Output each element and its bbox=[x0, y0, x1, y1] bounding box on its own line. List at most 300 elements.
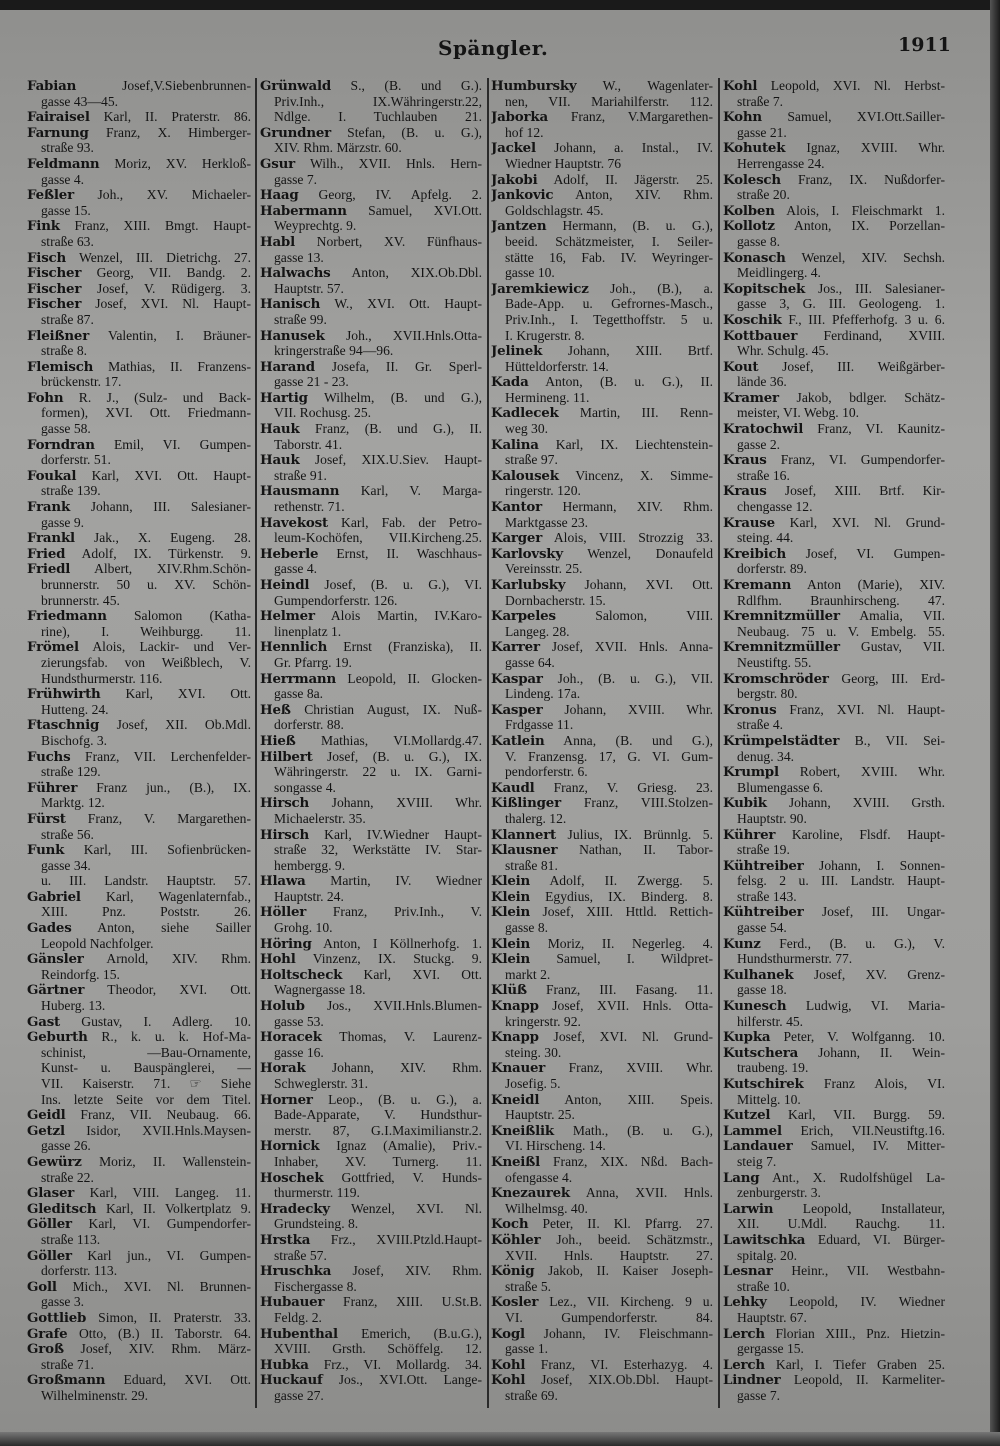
directory-entry-continuation bbox=[491, 811, 713, 827]
entry-text: Josef, XIII. Httld. Rettich- bbox=[542, 904, 713, 920]
entry-text: ringerstr. 120. bbox=[505, 483, 581, 499]
entry-text: Josef, XIX.Ob.Dbl. Haupt- bbox=[541, 1372, 713, 1388]
entry-text: Ferdinand, XVIII. bbox=[823, 327, 945, 343]
directory-entry-continuation bbox=[260, 1341, 482, 1357]
entry-name: Krumpl bbox=[723, 764, 779, 780]
entry-text: gasse 10. bbox=[505, 265, 555, 281]
directory-entry-continuation bbox=[491, 1107, 713, 1123]
entry-text: gasse 34. bbox=[41, 857, 91, 873]
directory-entry bbox=[260, 733, 482, 749]
entry-text: Thomas, V. Laurenz- bbox=[339, 1029, 482, 1045]
directory-entry-continuation bbox=[27, 1263, 251, 1279]
entry-name: Habermann bbox=[260, 202, 347, 219]
entry-name: Lindner bbox=[723, 1372, 781, 1388]
entry-text: Karl, V. Marga- bbox=[360, 483, 482, 499]
entry-text: Rdlfhm. Braunhirscheng. 47. bbox=[737, 592, 945, 608]
entry-text: Franz, XIII. U.St.B. bbox=[343, 1294, 482, 1310]
entry-name: Klein bbox=[491, 873, 531, 889]
entry-text: Josef, XV. Grenz- bbox=[813, 966, 945, 982]
entry-name: Kolben bbox=[723, 202, 775, 219]
directory-entry-continuation bbox=[723, 405, 945, 421]
entry-name: Kout bbox=[723, 358, 759, 375]
entry-name: Hruschka bbox=[260, 1263, 332, 1279]
entry-text: Wilhelm, (B. und G.), bbox=[323, 389, 482, 405]
entry-text: Wilh., XVII. Hnls. Hern- bbox=[309, 155, 482, 171]
entry-text: Franz, VI. Gumpendorfer- bbox=[780, 452, 945, 468]
directory-entry-continuation bbox=[723, 624, 945, 640]
entry-name: Karrer bbox=[491, 639, 540, 655]
entry-text: Vincenz, X. Simme- bbox=[575, 467, 713, 483]
entry-text: Jos., III. Salesianer- bbox=[818, 280, 945, 296]
entry-text: rine), I. Weihburgg. 11. bbox=[41, 623, 251, 639]
directory-entry bbox=[27, 530, 251, 546]
entry-text: straße 57. bbox=[274, 1247, 327, 1263]
entry-text: F., III. Pfefferhofg. 3 u. 6. bbox=[788, 311, 945, 327]
directory-entry bbox=[723, 1045, 945, 1061]
entry-name: Jelinek bbox=[491, 343, 543, 359]
directory-entry bbox=[723, 312, 945, 328]
entry-text: denug. 34. bbox=[737, 748, 795, 764]
entry-text: Mathias, II. Franzens- bbox=[108, 358, 251, 374]
entry-name: Kratochwil bbox=[723, 421, 804, 437]
directory-entry bbox=[723, 515, 945, 531]
directory-entry-continuation bbox=[27, 94, 251, 110]
directory-entry-continuation bbox=[260, 842, 482, 858]
entry-text: Franz, V. Griesg. 23. bbox=[553, 779, 713, 795]
entry-text: Franz, Priv.Inh., V. bbox=[332, 904, 482, 920]
directory-entry-continuation bbox=[491, 967, 713, 983]
directory-entry-continuation bbox=[27, 421, 251, 437]
directory-entry bbox=[723, 390, 945, 406]
entry-name: Jackel bbox=[491, 140, 536, 156]
entry-text: Karl, II. Praterstr. 86. bbox=[103, 109, 251, 125]
entry-text: Anton, XIV. Rhm. bbox=[575, 187, 713, 203]
directory-entry bbox=[27, 842, 251, 858]
entry-text: linenplatz 1. bbox=[274, 623, 342, 639]
directory-entry bbox=[491, 405, 713, 421]
entry-name: Habl bbox=[260, 233, 295, 250]
directory-entry bbox=[723, 281, 945, 297]
entry-text: B., VII. Sei- bbox=[854, 732, 945, 748]
directory-entry-continuation bbox=[723, 920, 945, 936]
entry-text: Josef, XVI. Nl. Grund- bbox=[553, 1029, 713, 1045]
entry-text: VII. Rochusg. 25. bbox=[274, 405, 372, 421]
entry-name: Goll bbox=[27, 1278, 57, 1295]
entry-text: zenburgerstr. 3. bbox=[737, 1185, 821, 1201]
entry-text: Leopold, Installateur, bbox=[802, 1200, 945, 1216]
entry-name: Kohn bbox=[723, 109, 762, 125]
directory-entry-continuation bbox=[260, 1216, 482, 1232]
directory-column-4 bbox=[723, 78, 945, 1403]
entry-name: Jaborka bbox=[491, 109, 548, 125]
entry-text: W., XVI. Ott. Haupt- bbox=[334, 296, 482, 312]
entry-text: brunnerstr. 50 u. XV. Schön- bbox=[41, 577, 251, 592]
directory-entry bbox=[491, 468, 713, 484]
entry-text: VI. Gumpendorferstr. 84. bbox=[505, 1309, 713, 1325]
entry-text: Amalia, VII. bbox=[859, 608, 945, 624]
entry-name: Klausner bbox=[491, 842, 558, 858]
directory-entry bbox=[723, 1029, 945, 1045]
entry-name: Kremnitzmüller bbox=[723, 639, 840, 655]
entry-name: Geburth bbox=[27, 1029, 88, 1045]
directory-entry bbox=[27, 780, 251, 796]
entry-text: Alois, VIII. Strozzig 33. bbox=[553, 530, 713, 546]
directory-entry-continuation bbox=[260, 1388, 482, 1404]
directory-entry bbox=[27, 1341, 251, 1357]
entry-text: Hauptstr. 57. bbox=[274, 280, 344, 296]
directory-entry bbox=[491, 1029, 713, 1045]
directory-entry bbox=[260, 639, 482, 655]
entry-text: Georg, IV. Apfelg. 2. bbox=[318, 187, 482, 203]
entry-text: Mich., XVI. Nl. Brunnen- bbox=[72, 1278, 251, 1294]
entry-text: Adolf, IX. Türkenstr. 9. bbox=[81, 545, 251, 561]
directory-entry bbox=[260, 390, 482, 406]
entry-name: Horner bbox=[260, 1091, 313, 1108]
entry-name: Gabriel bbox=[27, 888, 81, 905]
entry-text: Eduard, XVI. Ott. bbox=[123, 1372, 251, 1388]
entry-text: Christian August, IX. Nuß- bbox=[304, 701, 482, 717]
entry-name: Kasper bbox=[491, 701, 543, 718]
directory-entry bbox=[491, 639, 713, 655]
directory-entry bbox=[27, 1154, 251, 1170]
entry-name: Karpeles bbox=[491, 608, 556, 624]
directory-entry bbox=[260, 671, 482, 687]
entry-text: pendorferstr. 6. bbox=[505, 764, 588, 780]
directory-entry bbox=[491, 78, 713, 94]
directory-entry bbox=[723, 250, 945, 266]
entry-text: Anton, siehe Sailler bbox=[97, 920, 251, 936]
entry-name: Holub bbox=[260, 998, 305, 1014]
entry-name: Kutschera bbox=[723, 1044, 799, 1061]
entry-name: Höring bbox=[260, 935, 312, 952]
entry-name: Helmer bbox=[260, 608, 315, 624]
entry-text: V. Franzensg. 17, G. VI. Gum- bbox=[505, 748, 713, 764]
entry-name: Getzl bbox=[27, 1122, 65, 1139]
column-divider bbox=[718, 78, 720, 1408]
directory-entry-continuation bbox=[27, 967, 251, 983]
entry-name: Gades bbox=[27, 920, 72, 936]
entry-text: gasse 64. bbox=[505, 654, 555, 670]
directory-entry-continuation bbox=[27, 515, 251, 531]
entry-text: Joh., beeid. Schätzmstr., bbox=[556, 1231, 713, 1247]
entry-text: Wagnergasse 18. bbox=[274, 982, 366, 998]
directory-entry-continuation bbox=[723, 296, 945, 312]
directory-entry-continuation bbox=[260, 1123, 482, 1139]
directory-entry-continuation bbox=[491, 483, 713, 499]
entry-text: Josefig. 5. bbox=[505, 1076, 561, 1091]
entry-text: Franz, VIII.Stolzen- bbox=[583, 795, 713, 811]
entry-name: Fischer bbox=[27, 296, 82, 312]
directory-entry-continuation bbox=[260, 561, 482, 577]
entry-name: Fink bbox=[27, 218, 60, 234]
entry-text: beeid. Schätzmeister, I. Seiler- bbox=[505, 233, 713, 249]
entry-text: Valentin, I. Bräuner- bbox=[108, 327, 251, 343]
directory-entry-continuation bbox=[260, 858, 482, 874]
entry-name: Kadlecek bbox=[491, 405, 559, 422]
directory-entry-continuation bbox=[27, 764, 251, 780]
directory-entry bbox=[27, 109, 251, 125]
directory-entry-continuation bbox=[491, 125, 713, 141]
directory-entry bbox=[27, 686, 251, 702]
entry-text: Moriz, II. Negerleg. 4. bbox=[547, 935, 713, 951]
directory-entry bbox=[491, 109, 713, 125]
directory-entry bbox=[491, 733, 713, 749]
entry-text: formen), XVI. Ott. Friedmann- bbox=[41, 405, 251, 421]
entry-name: Hanusek bbox=[260, 327, 325, 344]
directory-entry-continuation bbox=[491, 390, 713, 406]
directory-entry bbox=[491, 936, 713, 952]
directory-entry bbox=[27, 749, 251, 765]
entry-text: Heinr., VII. Westbahn- bbox=[791, 1263, 945, 1279]
directory-entry bbox=[723, 733, 945, 749]
entry-text: thurmerstr. 119. bbox=[274, 1185, 360, 1201]
directory-entry-continuation bbox=[723, 749, 945, 765]
entry-text: Johann, a. Instal., IV. bbox=[554, 140, 713, 156]
entry-text: Wilhelminenstr. 29. bbox=[41, 1387, 149, 1403]
entry-name: Klein bbox=[491, 935, 531, 952]
entry-name: Groß bbox=[27, 1341, 64, 1357]
entry-text: Neustiftg. 55. bbox=[737, 654, 812, 670]
entry-name: Göller bbox=[27, 1216, 72, 1232]
column-divider bbox=[255, 78, 257, 1408]
directory-entry bbox=[723, 1294, 945, 1310]
directory-entry-continuation bbox=[491, 1341, 713, 1357]
directory-entry bbox=[260, 125, 482, 141]
directory-entry bbox=[27, 156, 251, 172]
entry-text: brunnerstr. 45. bbox=[41, 592, 120, 608]
entry-text: gasse 3. bbox=[41, 1294, 85, 1310]
entry-name: Heindl bbox=[260, 577, 310, 593]
entry-text: Leop., (B. u. G.), a. bbox=[328, 1091, 482, 1107]
directory-entry-continuation bbox=[27, 172, 251, 188]
directory-entry-continuation bbox=[491, 593, 713, 609]
entry-text: Samuel, IV. Mitter- bbox=[810, 1138, 945, 1154]
entry-text: ofengasse 4. bbox=[505, 1169, 573, 1185]
directory-entry bbox=[27, 639, 251, 655]
entry-text: straße 63. bbox=[41, 233, 94, 249]
entry-name: Hauk bbox=[260, 421, 300, 437]
entry-name: Gewürz bbox=[27, 1153, 82, 1170]
entry-text: Josef, XIV. Rhm. März- bbox=[80, 1341, 251, 1357]
directory-entry bbox=[27, 1326, 251, 1342]
entry-text: gasse 54. bbox=[737, 920, 787, 936]
entry-text: bergstr. 80. bbox=[737, 686, 798, 702]
directory-entry bbox=[491, 827, 713, 843]
entry-name: Krause bbox=[723, 514, 775, 531]
entry-text: straße 93. bbox=[41, 140, 94, 156]
entry-name: Kremann bbox=[723, 577, 792, 593]
directory-entry bbox=[491, 904, 713, 920]
entry-name: Glaser bbox=[27, 1185, 75, 1201]
directory-entry-continuation bbox=[260, 530, 482, 546]
entry-name: Geidl bbox=[27, 1107, 66, 1123]
directory-entry-continuation bbox=[723, 1154, 945, 1170]
entry-text: gasse 7. bbox=[737, 1387, 781, 1403]
entry-text: Karl, III. Sofienbrücken- bbox=[83, 842, 251, 858]
entry-text: weg 30. bbox=[505, 421, 549, 437]
entry-text: Ludwig, VI. Maria- bbox=[805, 998, 945, 1014]
directory-entry-continuation bbox=[27, 873, 251, 889]
entry-text: straße 69. bbox=[505, 1387, 558, 1403]
entry-text: Franz, X. Himberger- bbox=[105, 124, 251, 140]
entry-text: Josef, XVI. Nl. Haupt- bbox=[95, 296, 251, 312]
entry-text: gasse 18. bbox=[737, 982, 787, 998]
entry-text: Anton, I Köllnerhofg. 1. bbox=[323, 935, 482, 951]
entry-text: Hütteldorferstr. 14. bbox=[505, 358, 609, 374]
entry-name: Haag bbox=[260, 187, 299, 203]
directory-entry bbox=[723, 140, 945, 156]
entry-name: Huckauf bbox=[260, 1372, 323, 1388]
directory-entry-continuation bbox=[491, 359, 713, 375]
directory-entry bbox=[491, 499, 713, 515]
entry-text: Josef, III. Ungar- bbox=[821, 904, 945, 920]
entry-name: Hornick bbox=[260, 1138, 320, 1154]
entry-text: XIV. Rhm. Märzstr. 60. bbox=[274, 140, 402, 156]
entry-text: Franz, XVI. Nl. Haupt- bbox=[789, 701, 945, 717]
entry-text: straße 87. bbox=[41, 311, 94, 327]
entry-text: Florian XIII., Pnz. Hietzin- bbox=[775, 1325, 945, 1341]
entry-name: Friedl bbox=[27, 561, 71, 577]
directory-entry bbox=[723, 78, 945, 94]
entry-name: Koschik bbox=[723, 311, 782, 328]
entry-text: Bade-App. u. Gefrornes-Masch., bbox=[505, 296, 713, 312]
entry-text: gasse 4. bbox=[274, 561, 318, 577]
entry-name: Kutzel bbox=[723, 1107, 771, 1123]
directory-entry-continuation bbox=[27, 1170, 251, 1186]
directory-entry bbox=[260, 702, 482, 718]
directory-entry bbox=[723, 1326, 945, 1342]
directory-entry bbox=[723, 546, 945, 562]
entry-name: Hanisch bbox=[260, 296, 321, 312]
entry-text: Emil, VI. Gumpen- bbox=[113, 436, 251, 452]
entry-name: Lang bbox=[723, 1169, 760, 1186]
entry-name: Ftaschnig bbox=[27, 717, 100, 733]
directory-entry-continuation bbox=[491, 203, 713, 219]
directory-entry-continuation bbox=[723, 889, 945, 905]
directory-entry bbox=[260, 156, 482, 172]
directory-entry-continuation bbox=[27, 1232, 251, 1248]
entry-name: Höller bbox=[260, 904, 307, 921]
entry-name: Jaremkiewicz bbox=[491, 280, 589, 297]
entry-text: Johann, XVIII. Whr. bbox=[331, 795, 482, 811]
directory-entry bbox=[27, 811, 251, 827]
entry-text: XVII. Hnls. Hauptstr. 27. bbox=[505, 1247, 713, 1263]
entry-name: Fuchs bbox=[27, 748, 71, 765]
entry-text: VI. Hirscheng. 14. bbox=[505, 1138, 606, 1154]
directory-entry bbox=[27, 499, 251, 515]
entry-text: XII. U.Mdl. Rauchg. 11. bbox=[737, 1216, 945, 1232]
directory-entry-continuation bbox=[723, 125, 945, 141]
directory-entry bbox=[491, 889, 713, 905]
directory-entry-continuation bbox=[491, 265, 713, 281]
directory-entry bbox=[491, 1294, 713, 1310]
entry-text: Taborstr. 41. bbox=[274, 436, 343, 452]
entry-text: Emerich, (B.u.G.), bbox=[361, 1325, 482, 1341]
entry-text: Josef, XIII. Brtf. Kir- bbox=[784, 483, 945, 499]
entry-text: Reindorfg. 15. bbox=[41, 966, 120, 982]
entry-name: Kaspar bbox=[491, 670, 543, 687]
entry-text: Lindeng. 17a. bbox=[505, 686, 581, 702]
entry-text: Karl, IX. Liechtenstein- bbox=[555, 436, 713, 452]
entry-name: Großmann bbox=[27, 1372, 106, 1388]
entry-text: Franz jun., (B.), IX. bbox=[96, 779, 251, 795]
entry-text: Josef,V.Siebenbrunnen- bbox=[122, 78, 251, 93]
entry-text: straße 143. bbox=[737, 888, 797, 904]
entry-name: Gänsler bbox=[27, 951, 84, 967]
directory-entry-continuation bbox=[491, 1014, 713, 1030]
entry-text: Joh., (B.), a. bbox=[610, 280, 713, 296]
directory-entry bbox=[260, 795, 482, 811]
entry-text: Samuel, I. Wildpret- bbox=[556, 951, 713, 967]
entry-text: traubeng. 19. bbox=[737, 1060, 809, 1076]
entry-text: Leopold, IV. Wiedner bbox=[789, 1294, 945, 1310]
entry-name: Gsur bbox=[260, 155, 295, 172]
entry-text: S., (B. und G.). bbox=[350, 78, 482, 93]
directory-entry bbox=[723, 904, 945, 920]
entry-text: straße 7. bbox=[737, 93, 784, 109]
entry-name: Kronus bbox=[723, 701, 777, 718]
directory-entry bbox=[260, 546, 482, 562]
entry-text: markt 2. bbox=[505, 966, 551, 982]
entry-text: lände 36. bbox=[737, 374, 787, 390]
entry-name: Kührer bbox=[723, 826, 776, 843]
entry-name: Klüß bbox=[491, 982, 527, 999]
directory-entry-continuation bbox=[491, 156, 713, 172]
entry-name: Hirsch bbox=[260, 826, 310, 843]
entry-text: leum-Kochöfen, VII.Kircheng.25. bbox=[274, 530, 482, 546]
directory-entry-continuation bbox=[723, 499, 945, 515]
directory-entry bbox=[723, 172, 945, 188]
directory-entry bbox=[723, 359, 945, 375]
directory-entry bbox=[491, 530, 713, 546]
entry-text: Hermineng. 11. bbox=[505, 389, 590, 405]
entry-name: Kaudl bbox=[491, 779, 535, 796]
directory-entry-continuation bbox=[260, 686, 482, 702]
directory-entry bbox=[260, 1092, 482, 1108]
entry-text: Karl, II. Volkertplatz 9. bbox=[105, 1200, 251, 1216]
directory-entry-continuation bbox=[723, 1060, 945, 1076]
directory-entry-continuation bbox=[491, 858, 713, 874]
entry-text: Johann, II. Wein- bbox=[818, 1044, 945, 1060]
directory-entry-continuation bbox=[27, 655, 251, 671]
entry-name: Feßler bbox=[27, 187, 74, 203]
entry-name: Konasch bbox=[723, 249, 786, 266]
directory-entry-continuation bbox=[491, 250, 713, 266]
entry-text: zierungsfab. von Weißblech, V. bbox=[41, 654, 251, 670]
directory-entry-continuation bbox=[260, 468, 482, 484]
directory-entry-continuation bbox=[260, 172, 482, 188]
directory-entry bbox=[723, 1372, 945, 1388]
entry-text: Priv.Inh., I. Tegetthoffstr. 5 u. bbox=[505, 311, 713, 327]
entry-name: Foukal bbox=[27, 467, 77, 484]
directory-entry-continuation bbox=[723, 468, 945, 484]
directory-entry-continuation bbox=[27, 1045, 251, 1061]
entry-name: Knapp bbox=[491, 998, 539, 1014]
directory-entry bbox=[260, 1029, 482, 1045]
directory-entry bbox=[27, 78, 251, 94]
directory-entry-continuation bbox=[491, 312, 713, 328]
entry-text: dorferstr. 89. bbox=[737, 561, 807, 577]
directory-entry bbox=[723, 1357, 945, 1373]
entry-text: Ant., X. Rudolfshügel La- bbox=[772, 1169, 945, 1185]
directory-entry bbox=[27, 296, 251, 312]
entry-text: Wenzel, Donaufeld bbox=[587, 545, 713, 561]
entry-name: Knezaurek bbox=[491, 1185, 570, 1201]
entry-text: Langeg. 28. bbox=[505, 623, 570, 639]
directory-entry-continuation bbox=[491, 764, 713, 780]
directory-entry bbox=[491, 546, 713, 562]
entry-text: Karoline, Flsdf. Haupt- bbox=[791, 826, 945, 842]
